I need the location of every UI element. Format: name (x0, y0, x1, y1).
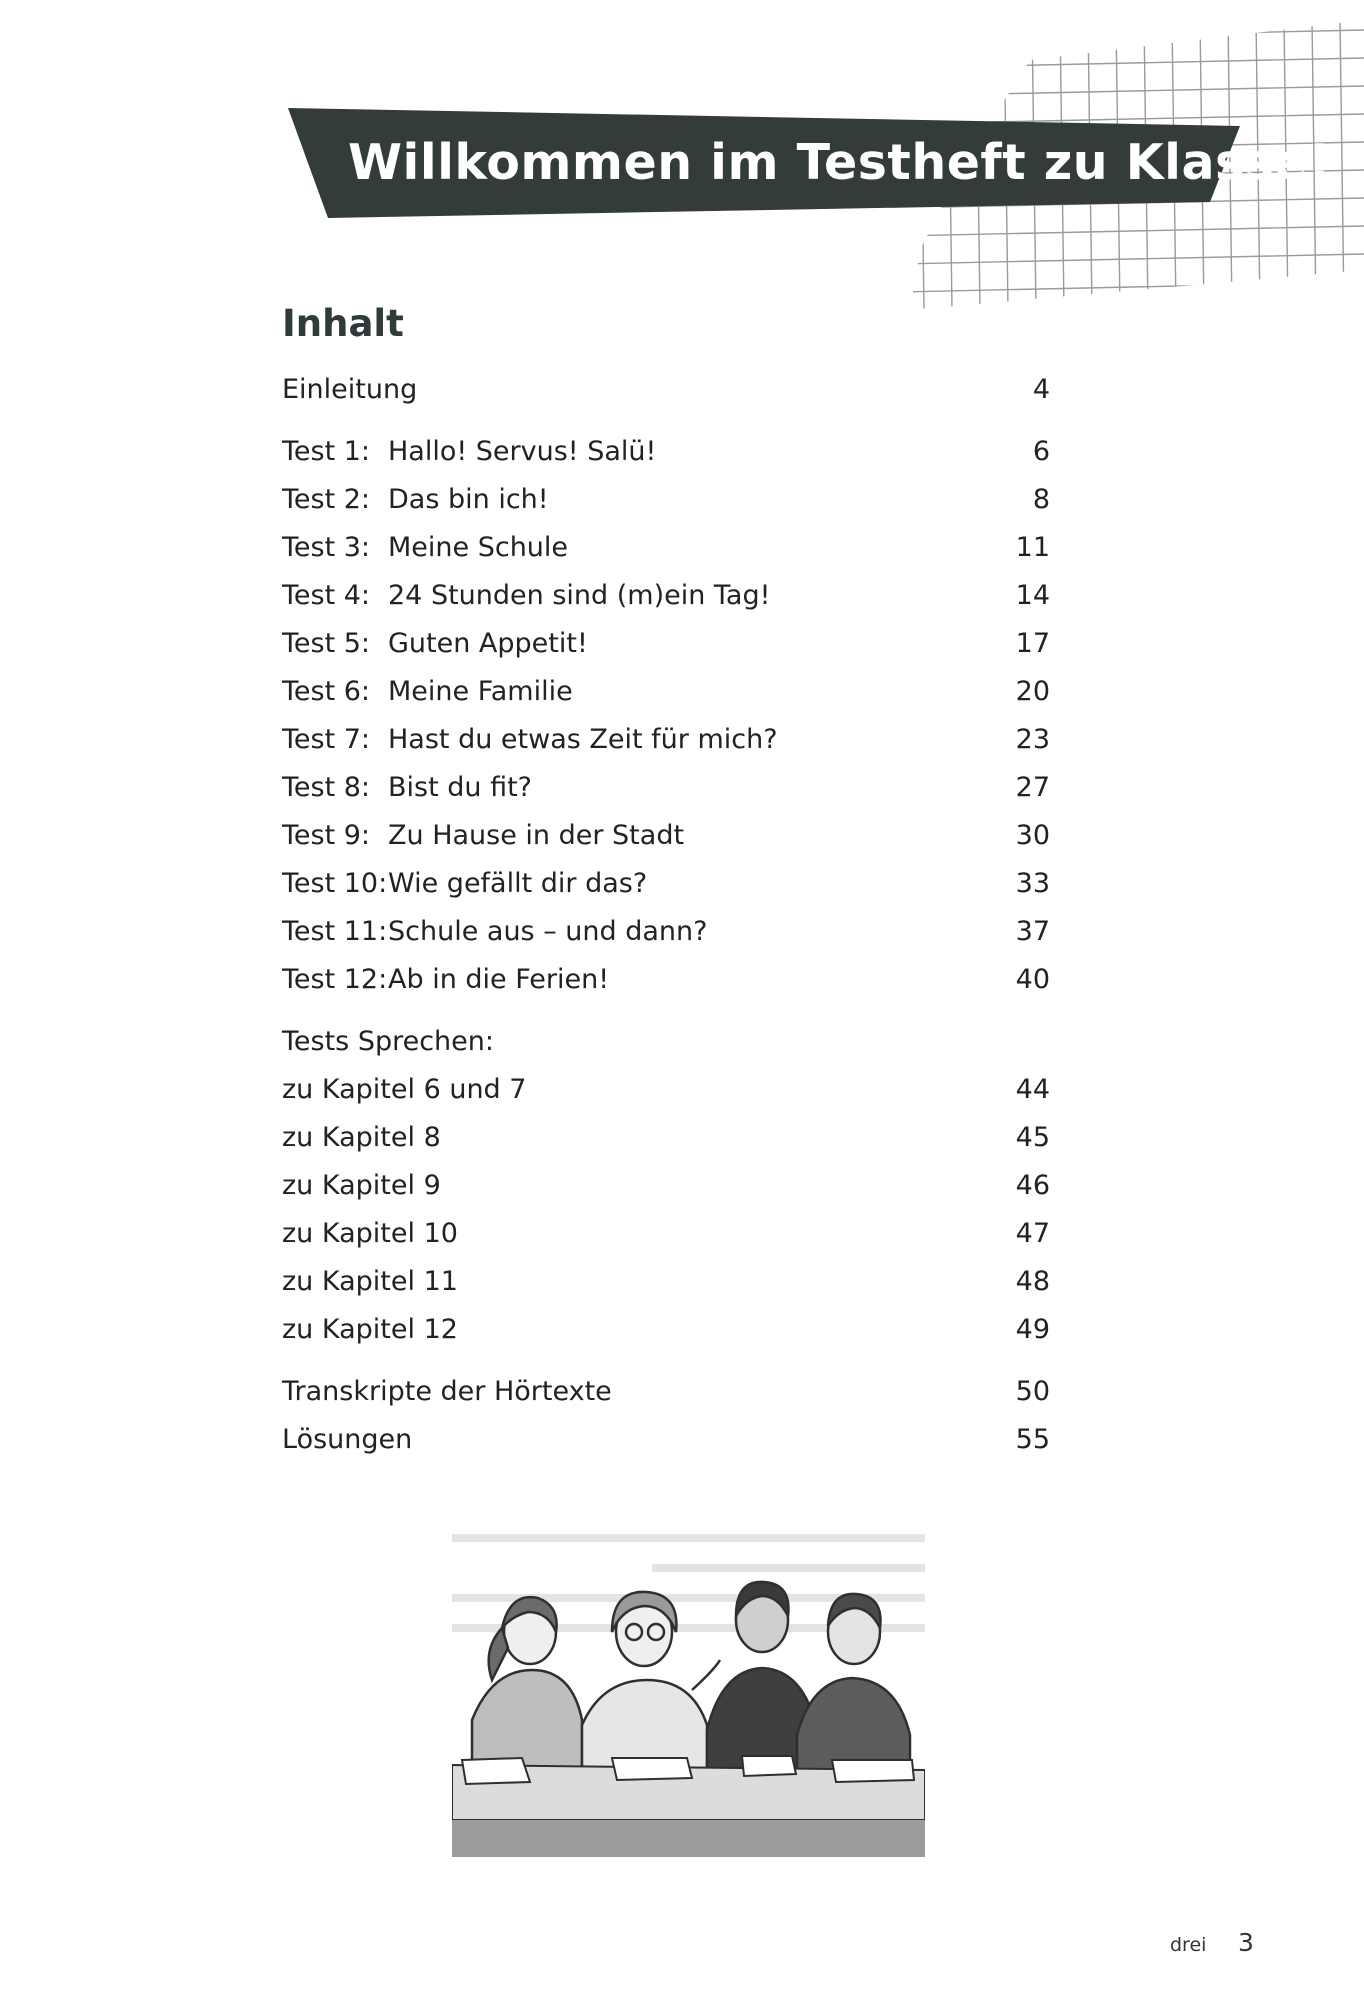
test-title: 24 Stunden sind (m)ein Tag! (388, 580, 771, 611)
toc-entry-speaking-4 (282, 1218, 1050, 1264)
toc-entry-page: 55 (1015, 1424, 1050, 1455)
toc-entry-test-8 (282, 772, 1050, 818)
test-title: Hallo! Servus! Salü! (388, 436, 657, 467)
toc-entry-page: 4 (1032, 374, 1050, 405)
toc-entry-page: 23 (1015, 724, 1050, 755)
toc-entry-page: 40 (1015, 964, 1050, 995)
test-number: Test 2: (282, 484, 371, 515)
banner-title: Willkommen im Testheft zu Klasse! (348, 134, 1331, 191)
test-number: Test 6: (282, 676, 371, 707)
test-title: Schule aus – und dann? (388, 916, 708, 947)
toc-entry-test-7 (282, 724, 1050, 770)
toc-entry-test-10 (282, 868, 1050, 914)
toc-entry-page: 17 (1015, 628, 1050, 659)
test-title: Bist du fit? (388, 772, 533, 803)
test-title: Zu Hause in der Stadt (388, 820, 685, 851)
students-at-desk-illustration (452, 1520, 925, 1857)
toc-entry-transcripts (282, 1376, 1050, 1422)
toc-entry-page: 20 (1015, 676, 1050, 707)
toc-section-heading: Tests Sprechen: (282, 1026, 494, 1057)
banner-shape (0, 0, 1364, 260)
toc-entry-page: 33 (1015, 868, 1050, 899)
toc-entry-page: 11 (1015, 532, 1050, 563)
toc-entry-label: Transkripte der Hörtexte (282, 1376, 612, 1407)
toc-entry-test-12 (282, 964, 1050, 1010)
test-number: Test 5: (282, 628, 371, 659)
test-title: Meine Schule (388, 532, 569, 563)
title-banner (0, 0, 1364, 260)
toc-entry-test-3 (282, 532, 1050, 578)
toc-entry-page: 37 (1015, 916, 1050, 947)
test-number: Test 4: (282, 580, 371, 611)
test-title: Guten Appetit! (388, 628, 588, 659)
toc-entry-label: zu Kapitel 6 und 7 (282, 1074, 527, 1105)
toc-section-speaking (282, 1026, 1050, 1072)
toc-entry-page: 48 (1015, 1266, 1050, 1297)
toc-entry-speaking-5 (282, 1266, 1050, 1312)
test-title: Hast du etwas Zeit für mich? (388, 724, 778, 755)
toc-entry-page: 6 (1032, 436, 1050, 467)
toc-entry-page: 27 (1015, 772, 1050, 803)
toc-entry-test-2 (282, 484, 1050, 530)
toc-entry-label: zu Kapitel 10 (282, 1218, 458, 1249)
toc-entry-test-9 (282, 820, 1050, 866)
toc-entry-intro (282, 374, 1050, 420)
test-title: Wie gefällt dir das? (388, 868, 648, 899)
toc-entry-test-1 (282, 436, 1050, 482)
toc-entry-page: 46 (1015, 1170, 1050, 1201)
test-title: Das bin ich! (388, 484, 549, 515)
toc-entry-speaking-6 (282, 1314, 1050, 1360)
test-number: Test 12: (282, 964, 388, 995)
toc-entry-label: zu Kapitel 11 (282, 1266, 458, 1297)
test-number: Test 8: (282, 772, 371, 803)
toc-entry-page: 47 (1015, 1218, 1050, 1249)
toc-entry-label: Einleitung (282, 374, 418, 405)
toc-entry-solutions (282, 1424, 1050, 1470)
page-number-word: drei (1170, 1934, 1207, 1956)
toc-entry-page: 49 (1015, 1314, 1050, 1345)
toc-entry-page: 8 (1032, 484, 1050, 515)
toc-entry-test-4 (282, 580, 1050, 626)
test-number: Test 11: (282, 916, 388, 947)
test-title: Meine Familie (388, 676, 573, 707)
test-number: Test 9: (282, 820, 371, 851)
toc-heading: Inhalt (282, 302, 404, 345)
page-number: 3 (1238, 1928, 1254, 1957)
test-title: Ab in die Ferien! (388, 964, 610, 995)
toc-entry-speaking-3 (282, 1170, 1050, 1216)
toc-entry-speaking-2 (282, 1122, 1050, 1168)
toc-entry-test-11 (282, 916, 1050, 962)
toc-entry-page: 44 (1015, 1074, 1050, 1105)
test-number: Test 10: (282, 868, 388, 899)
toc-entry-label: Lösungen (282, 1424, 413, 1455)
test-number: Test 7: (282, 724, 371, 755)
toc-entry-page: 50 (1015, 1376, 1050, 1407)
toc-entry-test-5 (282, 628, 1050, 674)
toc-entry-page: 45 (1015, 1122, 1050, 1153)
test-number: Test 3: (282, 532, 371, 563)
toc-entry-label: zu Kapitel 12 (282, 1314, 458, 1345)
toc-entry-speaking-1 (282, 1074, 1050, 1120)
toc-entry-label: zu Kapitel 8 (282, 1122, 441, 1153)
toc-entry-test-6 (282, 676, 1050, 722)
toc-entry-label: zu Kapitel 9 (282, 1170, 441, 1201)
test-number: Test 1: (282, 436, 371, 467)
toc-entry-page: 30 (1015, 820, 1050, 851)
toc-entry-page: 14 (1015, 580, 1050, 611)
